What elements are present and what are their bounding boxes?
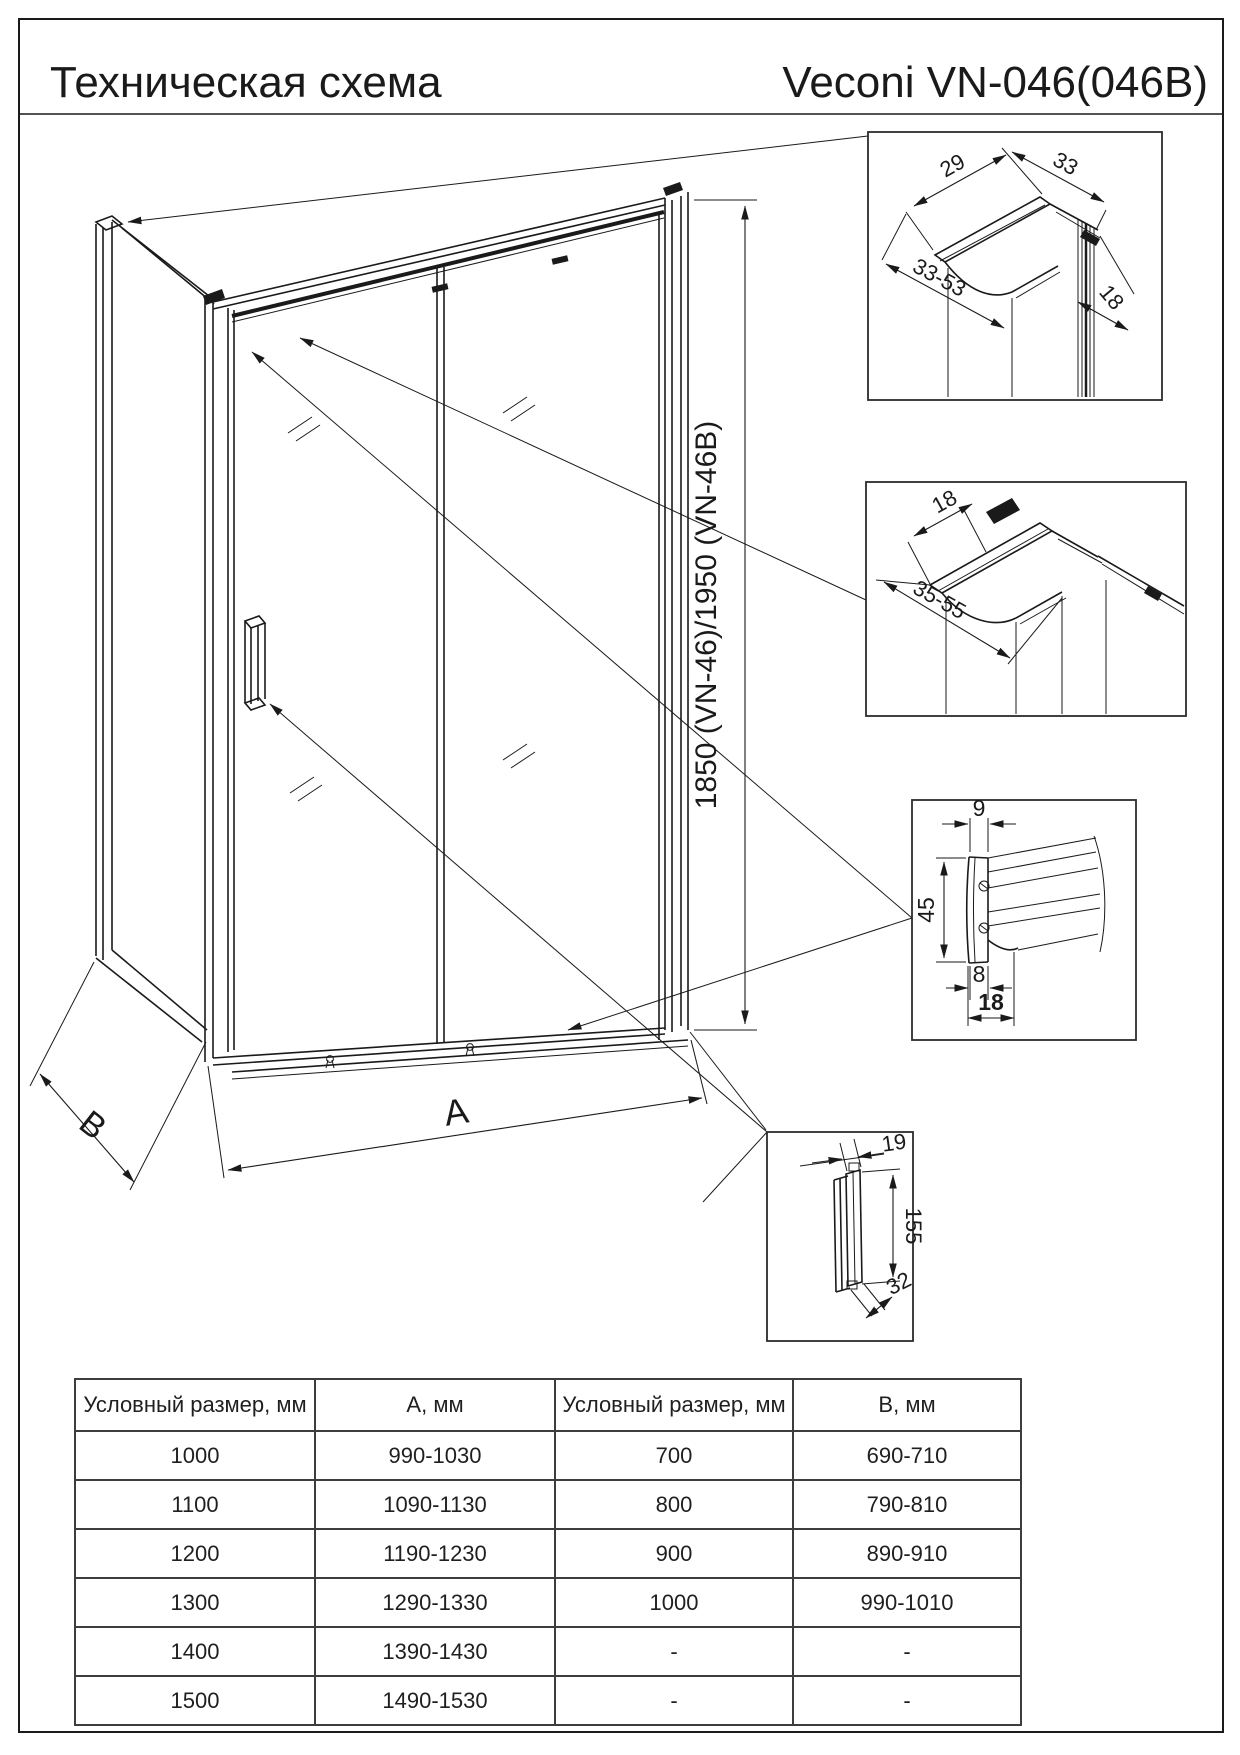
- dim-19: 19: [880, 1128, 908, 1157]
- dim-18-wall: 18: [927, 484, 962, 519]
- door-handle: [245, 616, 265, 710]
- table-cell: 690-710: [793, 1431, 1021, 1480]
- table-cell: 1100: [75, 1480, 315, 1529]
- table-cell: 1290-1330: [315, 1578, 555, 1627]
- dim-9: 9: [972, 795, 986, 821]
- shower-enclosure-drawing: [96, 182, 767, 1202]
- table-cell: 1300: [75, 1578, 315, 1627]
- dim-18-top: 18: [1094, 279, 1130, 315]
- dim-45: 45: [913, 897, 939, 923]
- table-header-b: В, мм: [793, 1379, 1021, 1431]
- table-row: [75, 1480, 1021, 1529]
- table-cell: 1000: [75, 1431, 315, 1480]
- model-title: Veconi VN-046(046B): [782, 58, 1208, 107]
- table-cell: 1390-1430: [315, 1627, 555, 1676]
- detail-box-rail-profile: [912, 795, 1136, 1040]
- table-cell: 790-810: [793, 1480, 1021, 1529]
- dim-b-label: B: [72, 1103, 114, 1148]
- dim-8: 8: [972, 961, 986, 987]
- dim-32: 32: [882, 1266, 916, 1301]
- detail-box-wall-profile: [866, 482, 1186, 716]
- table-cell: 1500: [75, 1676, 315, 1725]
- table-cell: -: [793, 1676, 1021, 1725]
- dim-29: 29: [935, 148, 970, 183]
- table-cell: 800: [555, 1480, 793, 1529]
- table-cell: 1000: [555, 1578, 793, 1627]
- table-row: [75, 1627, 1021, 1676]
- table-cell: 900: [555, 1529, 793, 1578]
- dim-155: 155: [901, 1207, 926, 1245]
- table-row: [75, 1431, 1021, 1480]
- table-cell: -: [555, 1676, 793, 1725]
- table-cell: 1200: [75, 1529, 315, 1578]
- left-post-bracket: [203, 289, 225, 305]
- main-dimensions: [30, 200, 757, 1190]
- right-post-bracket: [663, 182, 683, 196]
- height-dimension-label: 1850 (VN-46)/1950 (VN-46B): [690, 420, 723, 810]
- glass-marks: [288, 397, 535, 801]
- page-title: Техническая схема: [50, 58, 442, 107]
- detail-box-top-profile: [868, 132, 1162, 400]
- size-table: [74, 1378, 1022, 1726]
- table-row: [75, 1676, 1021, 1725]
- table-cell: 700: [555, 1431, 793, 1480]
- table-row: [75, 1578, 1021, 1627]
- table-cell: 990-1030: [315, 1431, 555, 1480]
- table-cell: 1090-1130: [315, 1480, 555, 1529]
- table-header-a: А, мм: [315, 1379, 555, 1431]
- table-header-nominal-a: Условный размер, мм: [75, 1379, 315, 1431]
- table-header-row: [75, 1379, 1021, 1431]
- door-guide: [466, 1044, 474, 1056]
- dim-18-rail: 18: [978, 989, 1004, 1015]
- table-cell: -: [793, 1627, 1021, 1676]
- table-cell: 1490-1530: [315, 1676, 555, 1725]
- table-cell: -: [555, 1627, 793, 1676]
- table-cell: 1190-1230: [315, 1529, 555, 1578]
- dim-33-53: 33-53: [908, 253, 971, 302]
- detail-box-handle: [767, 1128, 926, 1341]
- table-cell: 1400: [75, 1627, 315, 1676]
- dim-33: 33: [1048, 146, 1083, 181]
- table-header-nominal-b: Условный размер, мм: [555, 1379, 793, 1431]
- dim-35-55: 35-55: [908, 574, 971, 625]
- table-cell: 990-1010: [793, 1578, 1021, 1627]
- table-row: [75, 1529, 1021, 1578]
- dim-a-label: A: [440, 1089, 472, 1134]
- table-cell: 890-910: [793, 1529, 1021, 1578]
